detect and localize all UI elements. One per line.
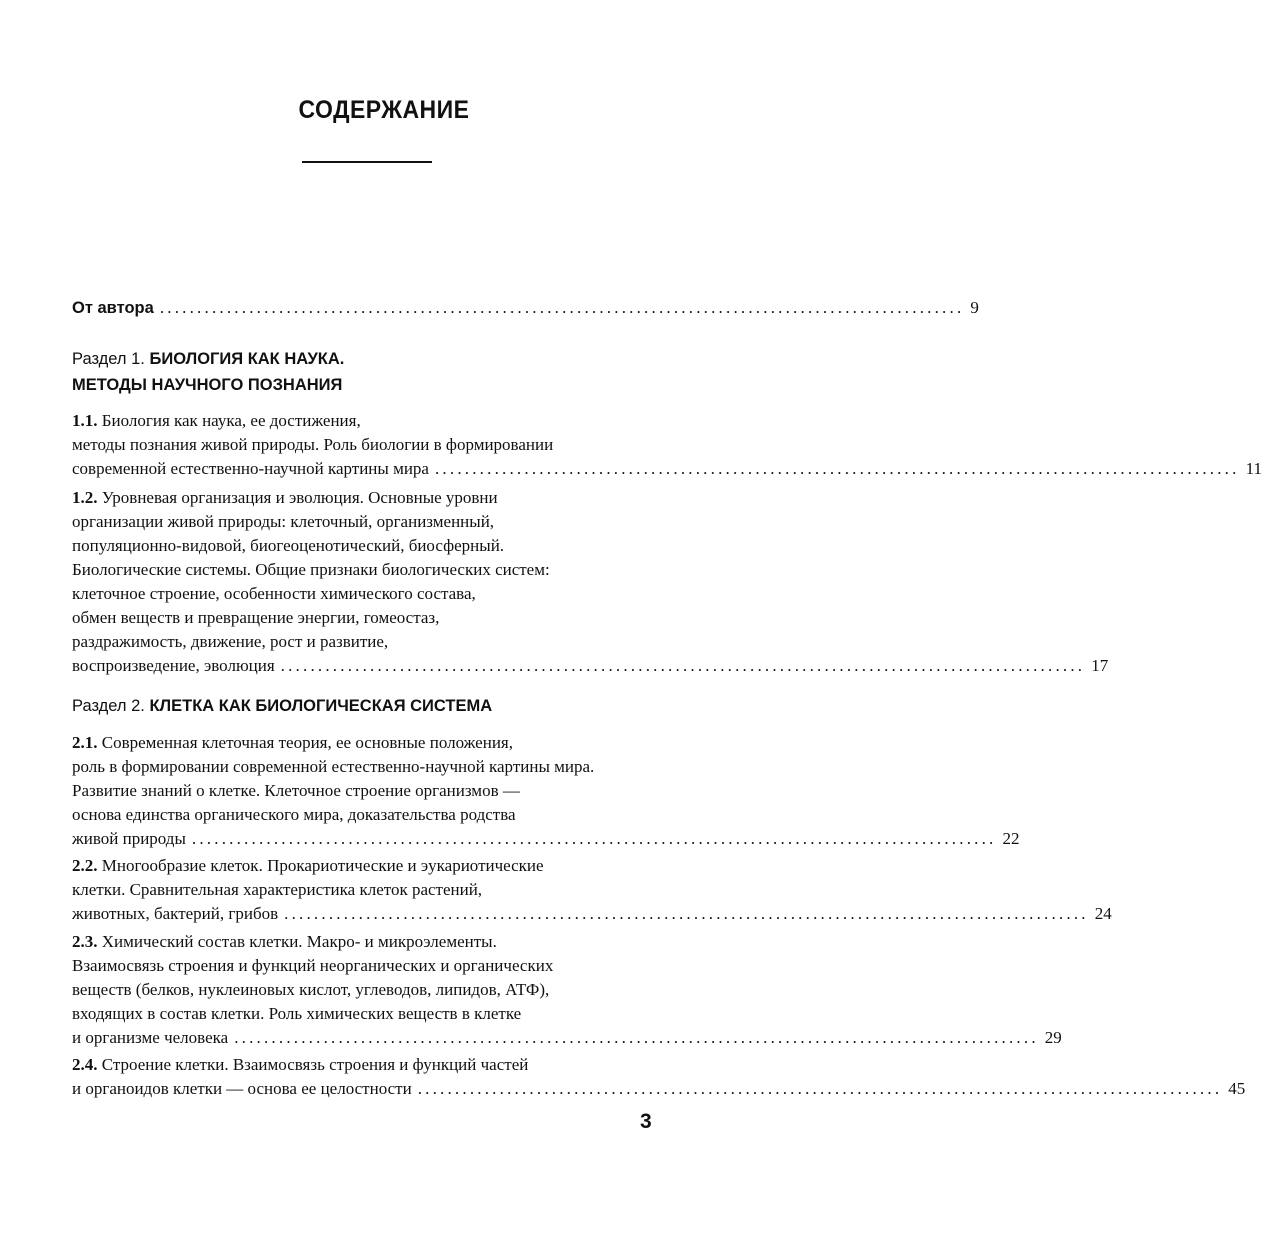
- toc-line: [72, 755, 662, 779]
- toc-line: [72, 606, 662, 630]
- toc-line: [72, 433, 662, 457]
- toc-entry-text: методы познания живой природы. Роль биологии в формировании: [72, 435, 554, 454]
- toc-entry-number: 2.3.: [72, 932, 98, 951]
- section-title-line: БИОЛОГИЯ КАК НАУКА.: [149, 350, 345, 368]
- toc-entry-text: роль в формировании современной естественно-научной картины мира.: [72, 757, 595, 776]
- section-heading-1: [72, 346, 662, 398]
- toc-entry-number: 1.1.: [72, 411, 98, 430]
- toc-line: [72, 654, 1109, 678]
- toc-line: [72, 1077, 1246, 1101]
- toc-entry-1-1[interactable]: [72, 409, 1262, 481]
- section-label: Раздел 2.: [72, 697, 145, 715]
- toc-line: [72, 1002, 662, 1026]
- toc-entry-text: животных, бактерий, грибов: [72, 904, 279, 923]
- toc-entry-text: Биологические системы. Общие признаки биологических систем:: [72, 560, 550, 579]
- toc-entry-text: Химический состав клетки. Макро- и микроэлементы.: [101, 932, 497, 951]
- toc-page-number: 9: [970, 298, 979, 317]
- toc-line: [72, 296, 979, 320]
- toc-line: [72, 827, 1020, 851]
- toc-entry-text: основа единства органического мира, доказательства родства: [72, 805, 516, 824]
- toc-line: [72, 630, 662, 654]
- section-title-line: МЕТОДЫ НАУЧНОГО ПОЗНАНИЯ: [72, 376, 343, 394]
- toc-line: [72, 409, 662, 433]
- leader-dots: ............................................................................................................: [284, 904, 1089, 923]
- toc-entry-2-1[interactable]: [72, 731, 1020, 851]
- toc-line: [72, 1026, 1062, 1050]
- leader-dots: ............................................................................................................: [280, 656, 1086, 675]
- toc-entry-text: Развитие знаний о клетке. Клеточное строение организмов —: [72, 781, 520, 800]
- page-number: 3: [640, 1110, 652, 1133]
- section-heading-2: [72, 693, 662, 719]
- toc-page-number: 24: [1094, 904, 1112, 923]
- toc-line: [72, 457, 1262, 481]
- toc-entry-text: веществ (белков, нуклеиновых кислот, углеводов, липидов, АТФ),: [72, 980, 550, 999]
- toc-entry-number: 2.1.: [72, 733, 98, 752]
- page-title: СОДЕРЖАНИЕ: [298, 96, 470, 124]
- toc-line: [72, 930, 662, 954]
- toc-entry-text: живой природы: [72, 829, 186, 848]
- toc-page-number: 17: [1091, 656, 1109, 675]
- toc-entry-1-2[interactable]: [72, 486, 1109, 678]
- leader-dots: ............................................................................................................: [234, 1028, 1039, 1047]
- leader-dots: ............................................................................................................: [191, 829, 997, 848]
- toc-line: [72, 902, 1112, 926]
- toc-line: [72, 731, 662, 755]
- toc-page-number: 11: [1245, 459, 1262, 478]
- toc-entry-text: и органоидов клетки — основа ее целостности: [72, 1079, 412, 1098]
- toc-line: [72, 803, 662, 827]
- toc-line: [72, 558, 662, 582]
- section-title-line: КЛЕТКА КАК БИОЛОГИЧЕСКАЯ СИСТЕМА: [149, 697, 493, 715]
- toc-entry-number: 2.4.: [72, 1055, 98, 1074]
- toc-entry-text: Биология как наука, ее достижения,: [101, 411, 361, 430]
- toc-entry-number: 2.2.: [72, 856, 98, 875]
- toc-entry-text: обмен веществ и превращение энергии, гомеостаз,: [72, 608, 440, 627]
- section-label: Раздел 1.: [72, 350, 145, 368]
- toc-page-number: 22: [1002, 829, 1020, 848]
- toc-line: [72, 878, 662, 902]
- toc-line: [72, 978, 662, 1002]
- toc-line: [72, 510, 662, 534]
- toc-entry-text: современной естественно-научной картины мира: [72, 459, 429, 478]
- leader-dots: ............................................................................................................: [159, 298, 965, 317]
- toc-entry-text: клеточное строение, особенности химического состава,: [72, 584, 476, 603]
- toc-entry-text: Взаимосвязь строения и функций неорганических и органических: [72, 956, 554, 975]
- title-underline: [302, 161, 432, 163]
- toc-entry-text: воспроизведение, эволюция: [72, 656, 275, 675]
- toc-line: [72, 779, 662, 803]
- toc-line: [72, 534, 662, 558]
- toc-entry-2-2[interactable]: [72, 854, 1112, 926]
- toc-entry-text: Современная клеточная теория, ее основные положения,: [101, 733, 513, 752]
- toc-entry-2-4[interactable]: [72, 1053, 1246, 1101]
- toc-entry-text: раздражимость, движение, рост и развитие,: [72, 632, 389, 651]
- toc-entry-2-3[interactable]: [72, 930, 1062, 1050]
- toc-entry-text: клетки. Сравнительная характеристика клеток растений,: [72, 880, 483, 899]
- toc-line: [72, 486, 662, 510]
- toc-entry-label: От автора: [72, 299, 154, 317]
- toc-line: [72, 1053, 662, 1077]
- toc-entry-author[interactable]: [72, 296, 979, 320]
- toc-page-number: 29: [1044, 1028, 1062, 1047]
- leader-dots: ............................................................................................................: [434, 459, 1240, 478]
- toc-line: [72, 854, 662, 878]
- toc-entry-text: популяционно-видовой, биогеоценотический, биосферный.: [72, 536, 505, 555]
- toc-line: [72, 582, 662, 606]
- toc-entry-text: Многообразие клеток. Прокариотические и эукариотические: [101, 856, 544, 875]
- toc-entry-number: 1.2.: [72, 488, 98, 507]
- toc-line: [72, 954, 662, 978]
- toc-entry-text: организации живой природы: клеточный, организменный,: [72, 512, 495, 531]
- toc-entry-text: Строение клетки. Взаимосвязь строения и функций частей: [101, 1055, 529, 1074]
- toc-entry-text: входящих в состав клетки. Роль химических веществ в клетке: [72, 1004, 522, 1023]
- toc-entry-text: Уровневая организация и эволюция. Основные уровни: [101, 488, 498, 507]
- leader-dots: ............................................................................................................: [417, 1079, 1223, 1098]
- toc-entry-text: и организме человека: [72, 1028, 229, 1047]
- toc-page-number: 45: [1228, 1079, 1246, 1098]
